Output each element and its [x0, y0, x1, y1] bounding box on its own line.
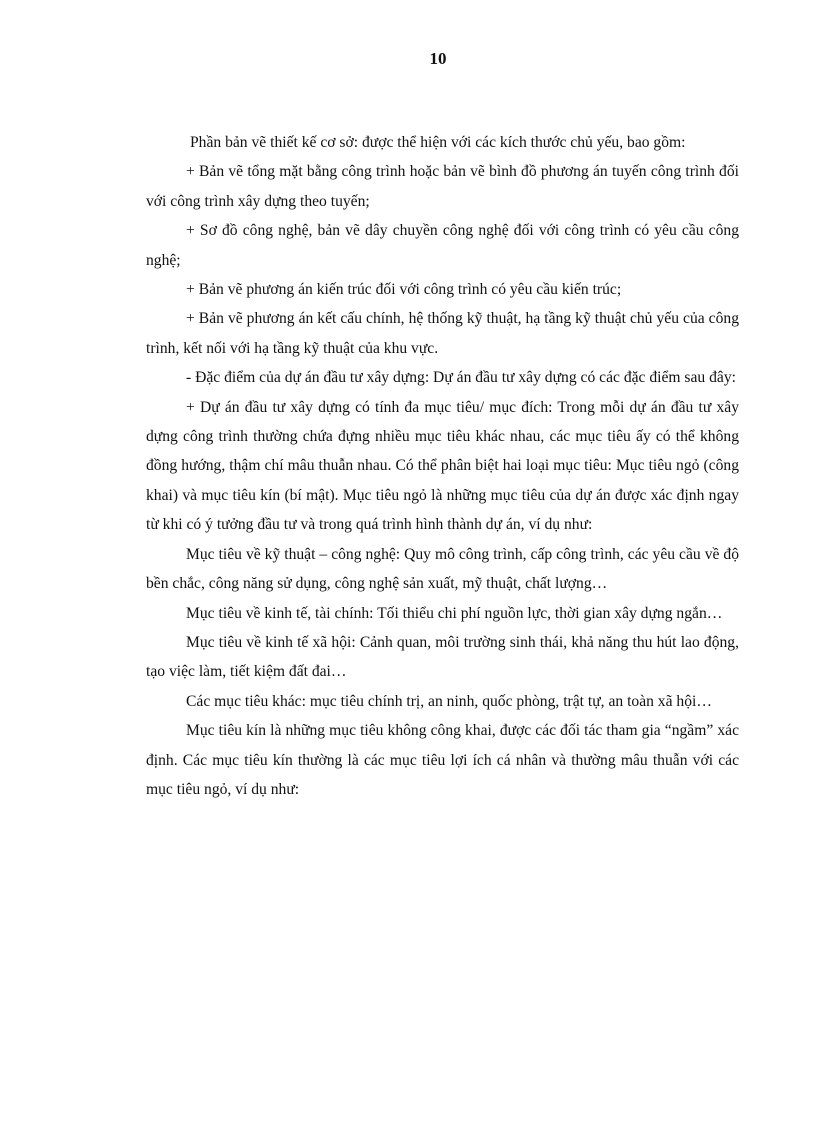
paragraph-multi-objective: + Dự án đầu tư xây dựng có tính đa mục tiêu/ mục đích: Trong mỗi dự án đầu tư xây dựng công trình thường chứa đựng nhiều mục tiêu khác nhau, các mục tiêu ấy có thể không đồng hướng, thậm chí mâu thuẫn nhau. Có thể phân biệt hai loại mục tiêu: Mục tiêu ngỏ (công khai) và mục tiêu kín (bí mật). Mục tiêu ngỏ là những mục tiêu của dự án được xác định ngay từ khi có ý tưởng đầu tư và trong quá trình hình thành dự án, ví dụ như: — [146, 398, 739, 534]
paragraph-architecture-plan: + Bản vẽ phương án kiến trúc đối với công trình có yêu cầu kiến trúc; — [186, 281, 622, 299]
paragraph-technical-objectives: Mục tiêu về kỹ thuật – công nghệ: Quy mô công trình, cấp công trình, các yêu cầu về độ bền chắc, công năng sử dụng, công nghệ sản xuất, mỹ thuật, chất lượng… — [146, 545, 739, 593]
paragraph-site-plan: + Bản vẽ tổng mặt bằng công trình hoặc bản vẽ bình đồ phương án tuyến công trình đối với công trình xây dựng theo tuyến; — [146, 163, 739, 210]
paragraph-structure-plan: + Bản vẽ phương án kết cấu chính, hệ thống kỹ thuật, hạ tầng kỹ thuật chủ yếu của công trình, kết nối với hạ tầng kỹ thuật của khu vực. — [146, 310, 739, 357]
paragraph-socioeconomic-objectives: Mục tiêu về kinh tế xã hội: Cảnh quan, môi trường sinh thái, khả năng thu hút lao động, tạo việc làm, tiết kiệm đất đai… — [146, 633, 739, 681]
paragraph-technology-diagram: + Sơ đồ công nghệ, bản vẽ dây chuyền công nghệ đối với công trình có yêu cầu công nghệ; — [146, 222, 739, 269]
page-number: 10 — [429, 49, 447, 68]
body-text — [146, 128, 739, 804]
paragraph-economic-objectives: Mục tiêu về kinh tế, tài chính: Tối thiểu chi phí nguồn lực, thời gian xây dựng ngắn… — [186, 604, 723, 622]
paragraph-project-characteristics: - Đặc điểm của dự án đầu tư xây dựng: Dự án đầu tư xây dựng có các đặc điểm sau đây: — [186, 369, 736, 387]
paragraph-design-drawings-intro: Phần bản vẽ thiết kế cơ sở: được thể hiện với các kích thước chủ yếu, bao gồm: — [190, 134, 686, 151]
paragraph-hidden-objectives: Mục tiêu kín là những mục tiêu không công khai, được các đối tác tham gia “ngầm” xác định. Các mục tiêu kín thường là các mục tiêu lợi ích cá nhân và thường mâu thuẫn với các mục tiêu ngỏ, ví dụ như: — [146, 722, 739, 798]
paragraph-other-objectives: Các mục tiêu khác: mục tiêu chính trị, an ninh, quốc phòng, trật tự, an toàn xã hội… — [186, 692, 712, 710]
